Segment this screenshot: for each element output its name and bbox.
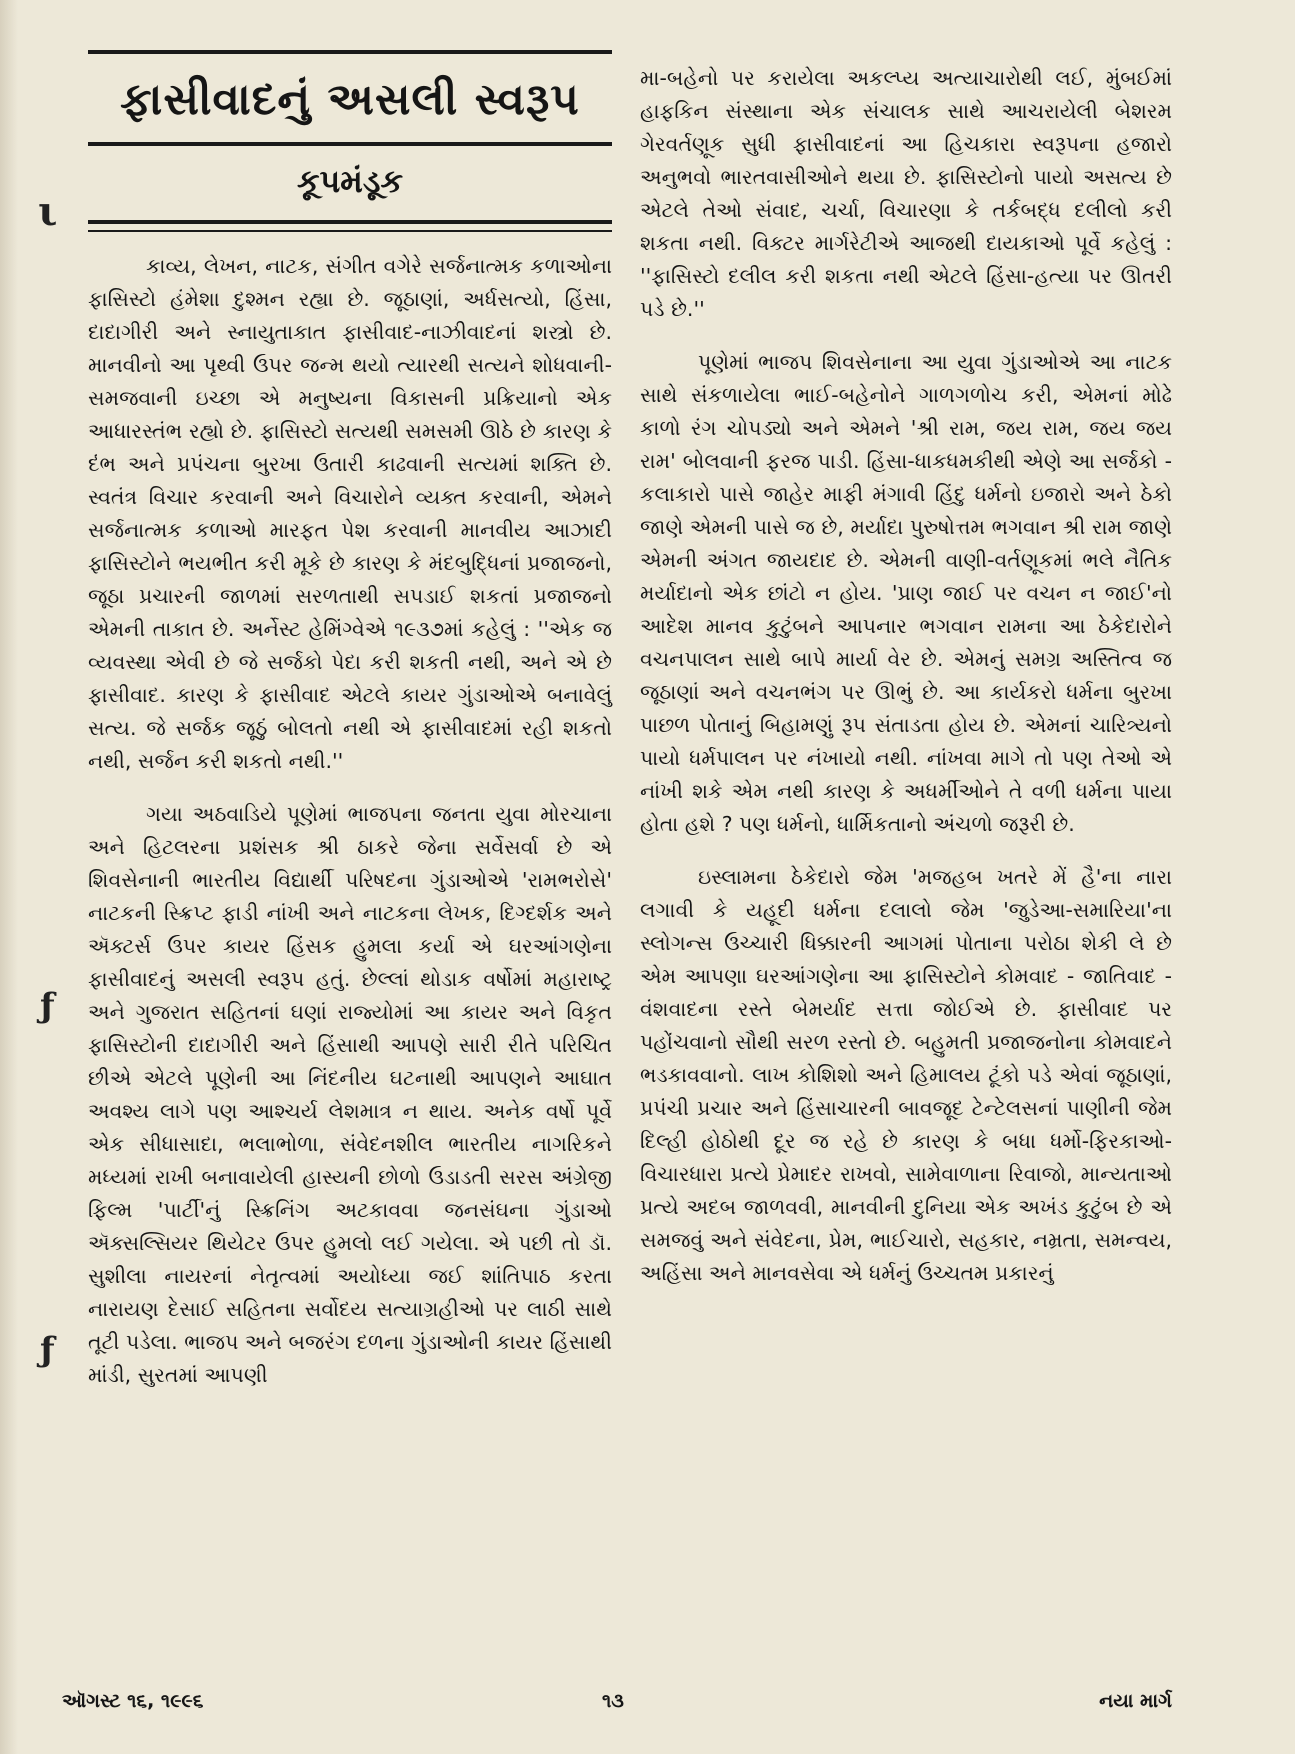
left-column [88, 50, 612, 1392]
footer-page-number: ૧૩ [602, 1690, 624, 1712]
left-paragraph-1: કાવ્ય, લેખન, નાટક, સંગીત વગેરે સર્જનાત્મક કળાઓના ફાસિસ્ટો હંમેશા દુશ્મન રહ્યા છે. જૂઠાણાં, અર્ધસત્યો, હિંસા, દાદાગીરી અને સ્નાયુતાકાત ફાસીવાદ-નાઝીવાદનાં શસ્ત્રો છે. માનવીનો આ પૃથ્વી ઉપર જન્મ થયો ત્યારથી સત્યને શોધવાની-સમજવાની ઇચ્છા એ મનુષ્યના વિકાસની પ્રક્રિયાનો એક આધારસ્તંભ રહ્યો છે. ફાસિસ્ટો સત્યથી સમસમી ઊઠે છે કારણ કે દંભ અને પ્રપંચના બુરખા ઉતારી કાઢવાની સત્યમાં શક્તિ છે. સ્વતંત્ર વિચાર કરવાની અને વિચારોને વ્યક્ત કરવાની, એમને સર્જનાત્મક કળાઓ મારફત પેશ કરવાની માનવીય આઝાદી ફાસિસ્ટોને ભયભીત કરી મૂકે છે કારણ કે મંદબુદ્ધિનાં પ્રજાજનો, જૂઠા પ્રચારની જાળમાં સરળતાથી સપડાઈ શકતાં પ્રજાજનો એમની તાકાત છે. અર્નેસ્ટ હેમિંગ્વેએ ૧૯૩૭માં કહેલું : ''એક જ વ્યવસ્થા એવી છે જે સર્જકો પેદા કરી શકતી નથી, અને એ છે ફાસીવાદ. કારણ કે ફાસીવાદ એટલે કાયર ગુંડાઓએ બનાવેલું સત્ય. જે સર્જક જૂઠું બોલતો નથી એ ફાસીવાદમાં રહી શકતો નથી, સર્જન કરી શકતો નથી.'' [88, 254, 612, 773]
margin-pen-mark-3: ƒ [40, 1330, 55, 1370]
page-footer [62, 1690, 1172, 1720]
title-top-rule [88, 50, 612, 54]
article-author: કૂપમંડૂક [296, 162, 404, 200]
author-rule-2 [88, 230, 612, 232]
footer-date: ઑગસ્ટ ૧૬, ૧૯૯૬ [62, 1690, 204, 1712]
article-title: ફાસીવાદનું અસલી સ્વરૂપ [120, 74, 580, 125]
right-paragraph-3: ઇસ્લામના ઠેકેદારો જેમ 'મજહબ ખતરે મેં હૈ'ના નારા લગાવી કે યહૂદી ધર્મના દલાલો જેમ 'જુડેઆ-સમારિયા'ના સ્લોગન્સ ઉચ્ચારી ધિક્કારની આગમાં પોતાના પરોઠા શેકી લે છે એમ આપણા ઘરઆંગણેના આ ફાસિસ્ટોને કોમવાદ - જાતિવાદ - વંશવાદના રસ્તે બેમર્યાદ સત્તા જોઈએ છે. ફાસીવાદ પર પહોંચવાનો સૌથી સરળ રસ્તો છે. બહુમતી પ્રજાજનોના કોમવાદને ભડકાવવાનો. લાખ કોશિશો અને હિમાલય ટૂંકો પડે એવાં જૂઠાણાં, પ્રપંચી પ્રચાર અને હિંસાચારની બાવજૂદ ટેન્ટેલસનાં પાણીની જેમ દિલ્હી હોઠોથી દૂર જ રહે છે કારણ કે બધા ધર્મો-ફિરકાઓ-વિચારધારા પ્રત્યે પ્રેમાદર રાખવો, સામેવાળાના રિવાજો, માન્યતાઓ પ્રત્યે અદબ જાળવવી, માનવીની દુનિયા એક અખંડ કુટુંબ છે એ સમજવું અને સંવેદના, પ્રેમ, ભાઈચારો, સહકાર, નમ્રતા, સમન્વય, અહિંસા અને માનવસેવા એ ધર્મનું ઉચ્ચતમ પ્રકારનું [640, 865, 1172, 1285]
left-paragraph-2: ગયા અઠવાડિયે પૂણેમાં ભાજપના જનતા યુવા મોરચાના અને હિટલરના પ્રશંસક શ્રી ઠાકરે જેના સર્વેસર્વા છે એ શિવસેનાની ભારતીય વિદ્યાર્થી પરિષદના ગુંડાઓએ 'રામભરોસે' નાટકની સ્ક્રિપ્ટ ફાડી નાંખી અને નાટકના લેખક, દિગ્દર્શક અને ઍક્ટર્સ ઉપર કાયર હિંસક હુમલા કર્યા એ ઘરઆંગણેના ફાસીવાદનું અસલી સ્વરૂપ હતું. છેલ્લાં થોડાક વર્ષોમાં મહારાષ્ટ્ર અને ગુજરાત સહિતનાં ઘણાં રાજ્યોમાં આ કાયર અને વિકૃત ફાસિસ્ટોની દાદાગીરી અને હિંસાથી આપણે સારી રીતે પરિચિત છીએ એટલે પૂણેની આ નિંદનીય ઘટનાથી આપણને આઘાત અવશ્ય લાગે પણ આશ્ચર્ય લેશમાત્ર ન થાય. અનેક વર્ષો પૂર્વે એક સીધાસાદા, ભલાભોળા, સંવેદનશીલ ભારતીય નાગરિકને મધ્યમાં રાખી બનાવાયેલી હાસ્યની છોળો ઉડાડતી સરસ અંગ્રેજી ફિલ્મ 'પાર્ટી'નું સ્ક્રિનિંગ અટકાવવા જનસંઘના ગુંડાઓ ઍક્સલ્સિયર થિયેટર ઉપર હુમલો લઈ ગયેલા. એ પછી તો ડૉ. સુશીલા નાયરનાં નેતૃત્વમાં અયોધ્યા જઈ શાંતિપાઠ કરતા નારાયણ દેસાઈ સહિતના સર્વોદય સત્યાગ્રહીઓ પર લાઠી સાથે તૂટી પડેલા. ભાજપ અને બજરંગ દળના ગુંડાઓની કાયર હિંસાથી માંડી, સુરતમાં આપણી [88, 802, 612, 1387]
title-bottom-rule [88, 142, 612, 146]
right-paragraph-1: મા-બહેનો પર કરાયેલા અકલ્પ્ય અત્યાચારોથી લઈ, મુંબઈમાં હાફકિન સંસ્થાના એક સંચાલક સાથે આચરાયેલી બેશરમ ગેરવર્તણૂક સુધી ફાસીવાદનાં આ હિચકારા સ્વરૂપના હજારો અનુભવો ભારતવાસીઓને થયા છે. ફાસિસ્ટોનો પાયો અસત્ય છે એટલે તેઓ સંવાદ, ચર્ચા, વિચારણા કે તર્કબદ્ધ દલીલો કરી શકતા નથી. વિક્ટર માર્ગરેટીએ આજથી દાયકાઓ પૂર્વે કહેલું : ''ફાસિસ્ટો દલીલ કરી શકતા નથી એટલે હિંસા-હત્યા પર ઊતરી પડે છે.'' [640, 66, 1172, 321]
margin-pen-mark-1: ι [38, 188, 58, 235]
scan-edge-shadow [0, 0, 18, 1754]
right-paragraph-2: પૂણેમાં ભાજપ શિવસેનાના આ યુવા ગુંડાઓએ આ નાટક સાથે સંકળાયેલા ભાઈ-બહેનોને ગાળગળોચ કરી, એમનાં મોઢે કાળો રંગ ચોપડ્યો અને એમને 'શ્રી રામ, જય રામ, જય જય રામ' બોલવાની ફરજ પાડી. હિંસા-ધાકધમકીથી એણે આ સર્જકો - કલાકારો પાસે જાહેર માફી મંગાવી હિંદુ ધર્મનો ઇજારો અને ઠેકો જાણે એમની પાસે જ છે, મર્યાદા પુરુષોત્તમ ભગવાન શ્રી રામ જાણે એમની અંગત જાયદાદ છે. એમની વાણી-વર્તણૂકમાં ભલે નૈતિક મર્યાદાનો એક છાંટો ન હોય. 'પ્રાણ જાઈ પર વચન ન જાઈ'નો આદેશ માનવ કુટુંબને આપનાર ભગવાન રામના આ ઠેકેદારોને વચનપાલન સાથે બાપે માર્યા વેર છે. એમનું સમગ્ર અસ્તિત્વ જ જૂઠાણાં અને વચનભંગ પર ઊભું છે. આ કાર્યકરો ધર્મના બુરખા પાછળ પોતાનું બિહામણું રૂપ સંતાડતા હોય છે. એમનાં ચારિત્ર્યનો પાયો ધર્મપાલન પર નંખાયો નથી. નાંખવા માગે તો પણ તેઓ એ નાંખી શકે એમ નથી કારણ કે અધર્મીઓને તે વળી ધર્મના પાયા હોતા હશે ? પણ ધર્મનો, ધાર્મિકતાનો અંચળો જરૂરી છે. [640, 350, 1172, 836]
footer-publication: નયા માર્ગ [1099, 1690, 1172, 1712]
margin-pen-mark-2: ƒ [40, 986, 55, 1026]
right-column [640, 62, 1172, 1290]
